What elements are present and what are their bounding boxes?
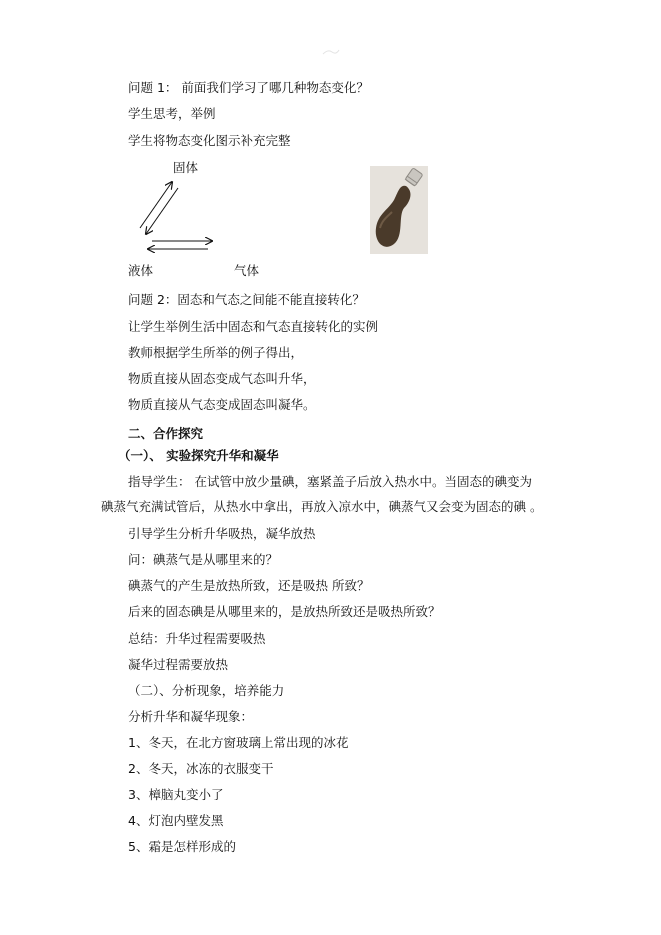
light-bulb-icon bbox=[370, 166, 428, 254]
analyze-text: 引导学生分析升华吸热，凝华放热 bbox=[128, 526, 316, 541]
question-solid-source: 后来的固态碘是从哪里来的，是放热所致还是吸热所致？ bbox=[128, 604, 441, 619]
section-heading: 二、合作探究 bbox=[128, 426, 204, 441]
guide-line-1: 指导学生： 在试管中放少量碘，塞紧盖子后放入热水中。当固态的碘变为 bbox=[128, 474, 532, 489]
list-item: 2、冬天，冰冻的衣服变干 bbox=[128, 761, 274, 776]
subsection-1-heading bbox=[118, 448, 279, 464]
question-1: 问题 1： 前面我们学习了哪几种物态变化？ bbox=[128, 80, 369, 95]
diagram-label-gas: 气体 bbox=[234, 263, 260, 278]
list-item: 3、樟脑丸变小了 bbox=[128, 787, 224, 802]
summary-2: 凝华过程需要放热 bbox=[128, 657, 229, 672]
list-item: 5、霜是怎样形成的 bbox=[128, 839, 236, 854]
definition-sublimation: 物质直接从固态变成气态叫升华， bbox=[128, 371, 316, 386]
state-change-arrows bbox=[128, 158, 228, 254]
list-item: 4、灯泡内壁发黑 bbox=[128, 813, 224, 828]
student-think: 学生思考，举例 bbox=[128, 106, 216, 121]
examples-text: 让学生举例生活中固态和气态直接转化的实例 bbox=[128, 319, 379, 334]
subsection-2-heading: （二）、分析现象，培养能力 bbox=[128, 683, 285, 698]
diagram-label-liquid: 液体 bbox=[128, 263, 154, 278]
complete-diagram-text: 学生将物态变化图示补充完整 bbox=[128, 133, 291, 148]
question-source: 问：碘蒸气是从哪里来的？ bbox=[128, 552, 279, 567]
guide-line-2: 碘蒸气充满试管后，从热水中拿出，再放入凉水中，碘蒸气又会变为固态的碘 。 bbox=[101, 499, 543, 514]
subsection-1-text: （一）、 实验探究升华和凝华 bbox=[118, 448, 279, 463]
question-cause: 碘蒸气的产生是放热所致，还是吸热 所致？ bbox=[128, 578, 370, 593]
question-2: 问题 2：固态和气态之间能不能直接转化？ bbox=[128, 292, 365, 307]
list-item: 1、冬天，在北方窗玻璃上常出现的冰花 bbox=[128, 735, 349, 750]
definition-deposition: 物质直接从气态变成固态叫凝华。 bbox=[128, 397, 316, 412]
summary-1: 总结：升华过程需要吸热 bbox=[128, 631, 266, 646]
analyze-phenomena: 分析升华和凝华现象： bbox=[128, 709, 254, 724]
diagram-label-solid: 固体 bbox=[173, 160, 199, 175]
teacher-text: 教师根据学生所举的例子得出， bbox=[128, 345, 304, 360]
faint-mark bbox=[322, 48, 340, 56]
